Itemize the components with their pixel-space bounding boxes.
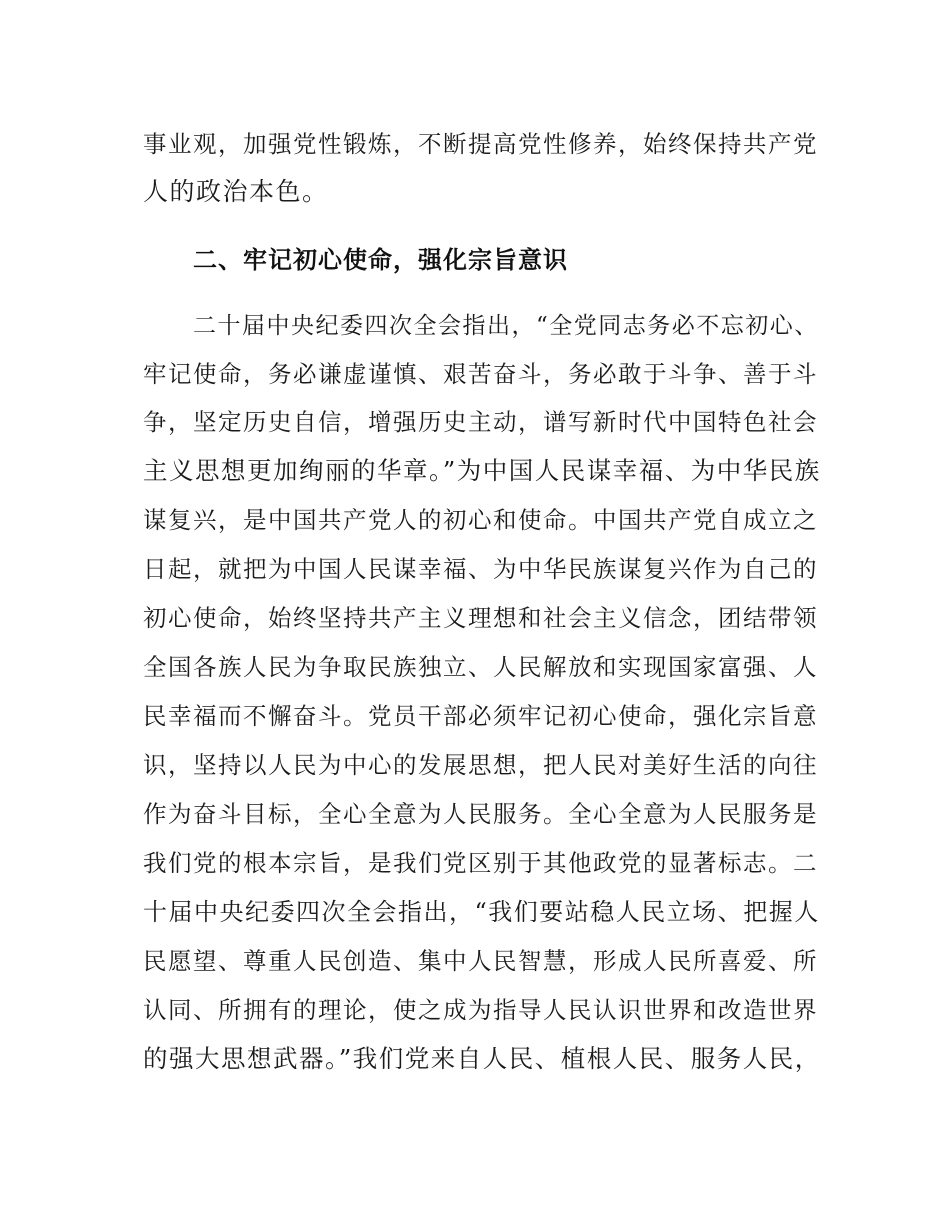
text-line: 事业观，加强党性锻炼，不断提高党性修养，始终保持共产党 xyxy=(143,130,818,158)
text-line: 十届中央纪委四次全会指出，“我们要站稳人民立场、把握人 xyxy=(143,898,820,926)
section-heading: 二、牢记初心使命，强化宗旨意识 xyxy=(193,246,568,274)
text-line: 谋复兴，是中国共产党人的初心和使命。中国共产党自成立之 xyxy=(143,506,818,534)
text-line: 的强大思想武器。”我们党来自人民、植根人民、服务人民， xyxy=(143,1044,821,1073)
text-line: 主义思想更加绚丽的华章。”为中国人民谋幸福、为中华民族 xyxy=(143,456,821,485)
text-line: 牢记使命，务必谦虚谨慎、艰苦奋斗，务必敢于斗争、善于斗 xyxy=(143,360,818,388)
text-line: 初心使命，始终坚持共产主义理想和社会主义信念，团结带领 xyxy=(143,604,818,632)
text-line: 我们党的根本宗旨，是我们党区别于其他政党的显著标志。二 xyxy=(143,849,818,877)
text-line: 作为奋斗目标，全心全意为人民服务。全心全意为人民服务是 xyxy=(143,800,818,828)
text-line: 日起，就把为中国人民谋幸福、为中华民族谋复兴作为自己的 xyxy=(143,555,818,583)
text-line: 人的政治本色。 xyxy=(143,177,329,206)
text-line: 民幸福而不懈奋斗。党员干部必须牢记初心使命，强化宗旨意 xyxy=(143,702,818,730)
text-line: 二十届中央纪委四次全会指出，“全党同志务必不忘初心、 xyxy=(193,313,819,339)
text-line: 争，坚定历史自信，增强历史主动，谱写新时代中国特色社会 xyxy=(143,408,818,436)
text-line: 认同、所拥有的理论，使之成为指导人民认识世界和改造世界 xyxy=(143,996,818,1024)
text-line: 民愿望、尊重人民创造、集中人民智慧，形成人民所喜爱、所 xyxy=(143,947,818,975)
text-line: 全国各族人民为争取民族独立、人民解放和实现国家富强、人 xyxy=(143,653,818,681)
text-line: 识，坚持以人民为中心的发展思想，把人民对美好生活的向往 xyxy=(143,751,818,779)
